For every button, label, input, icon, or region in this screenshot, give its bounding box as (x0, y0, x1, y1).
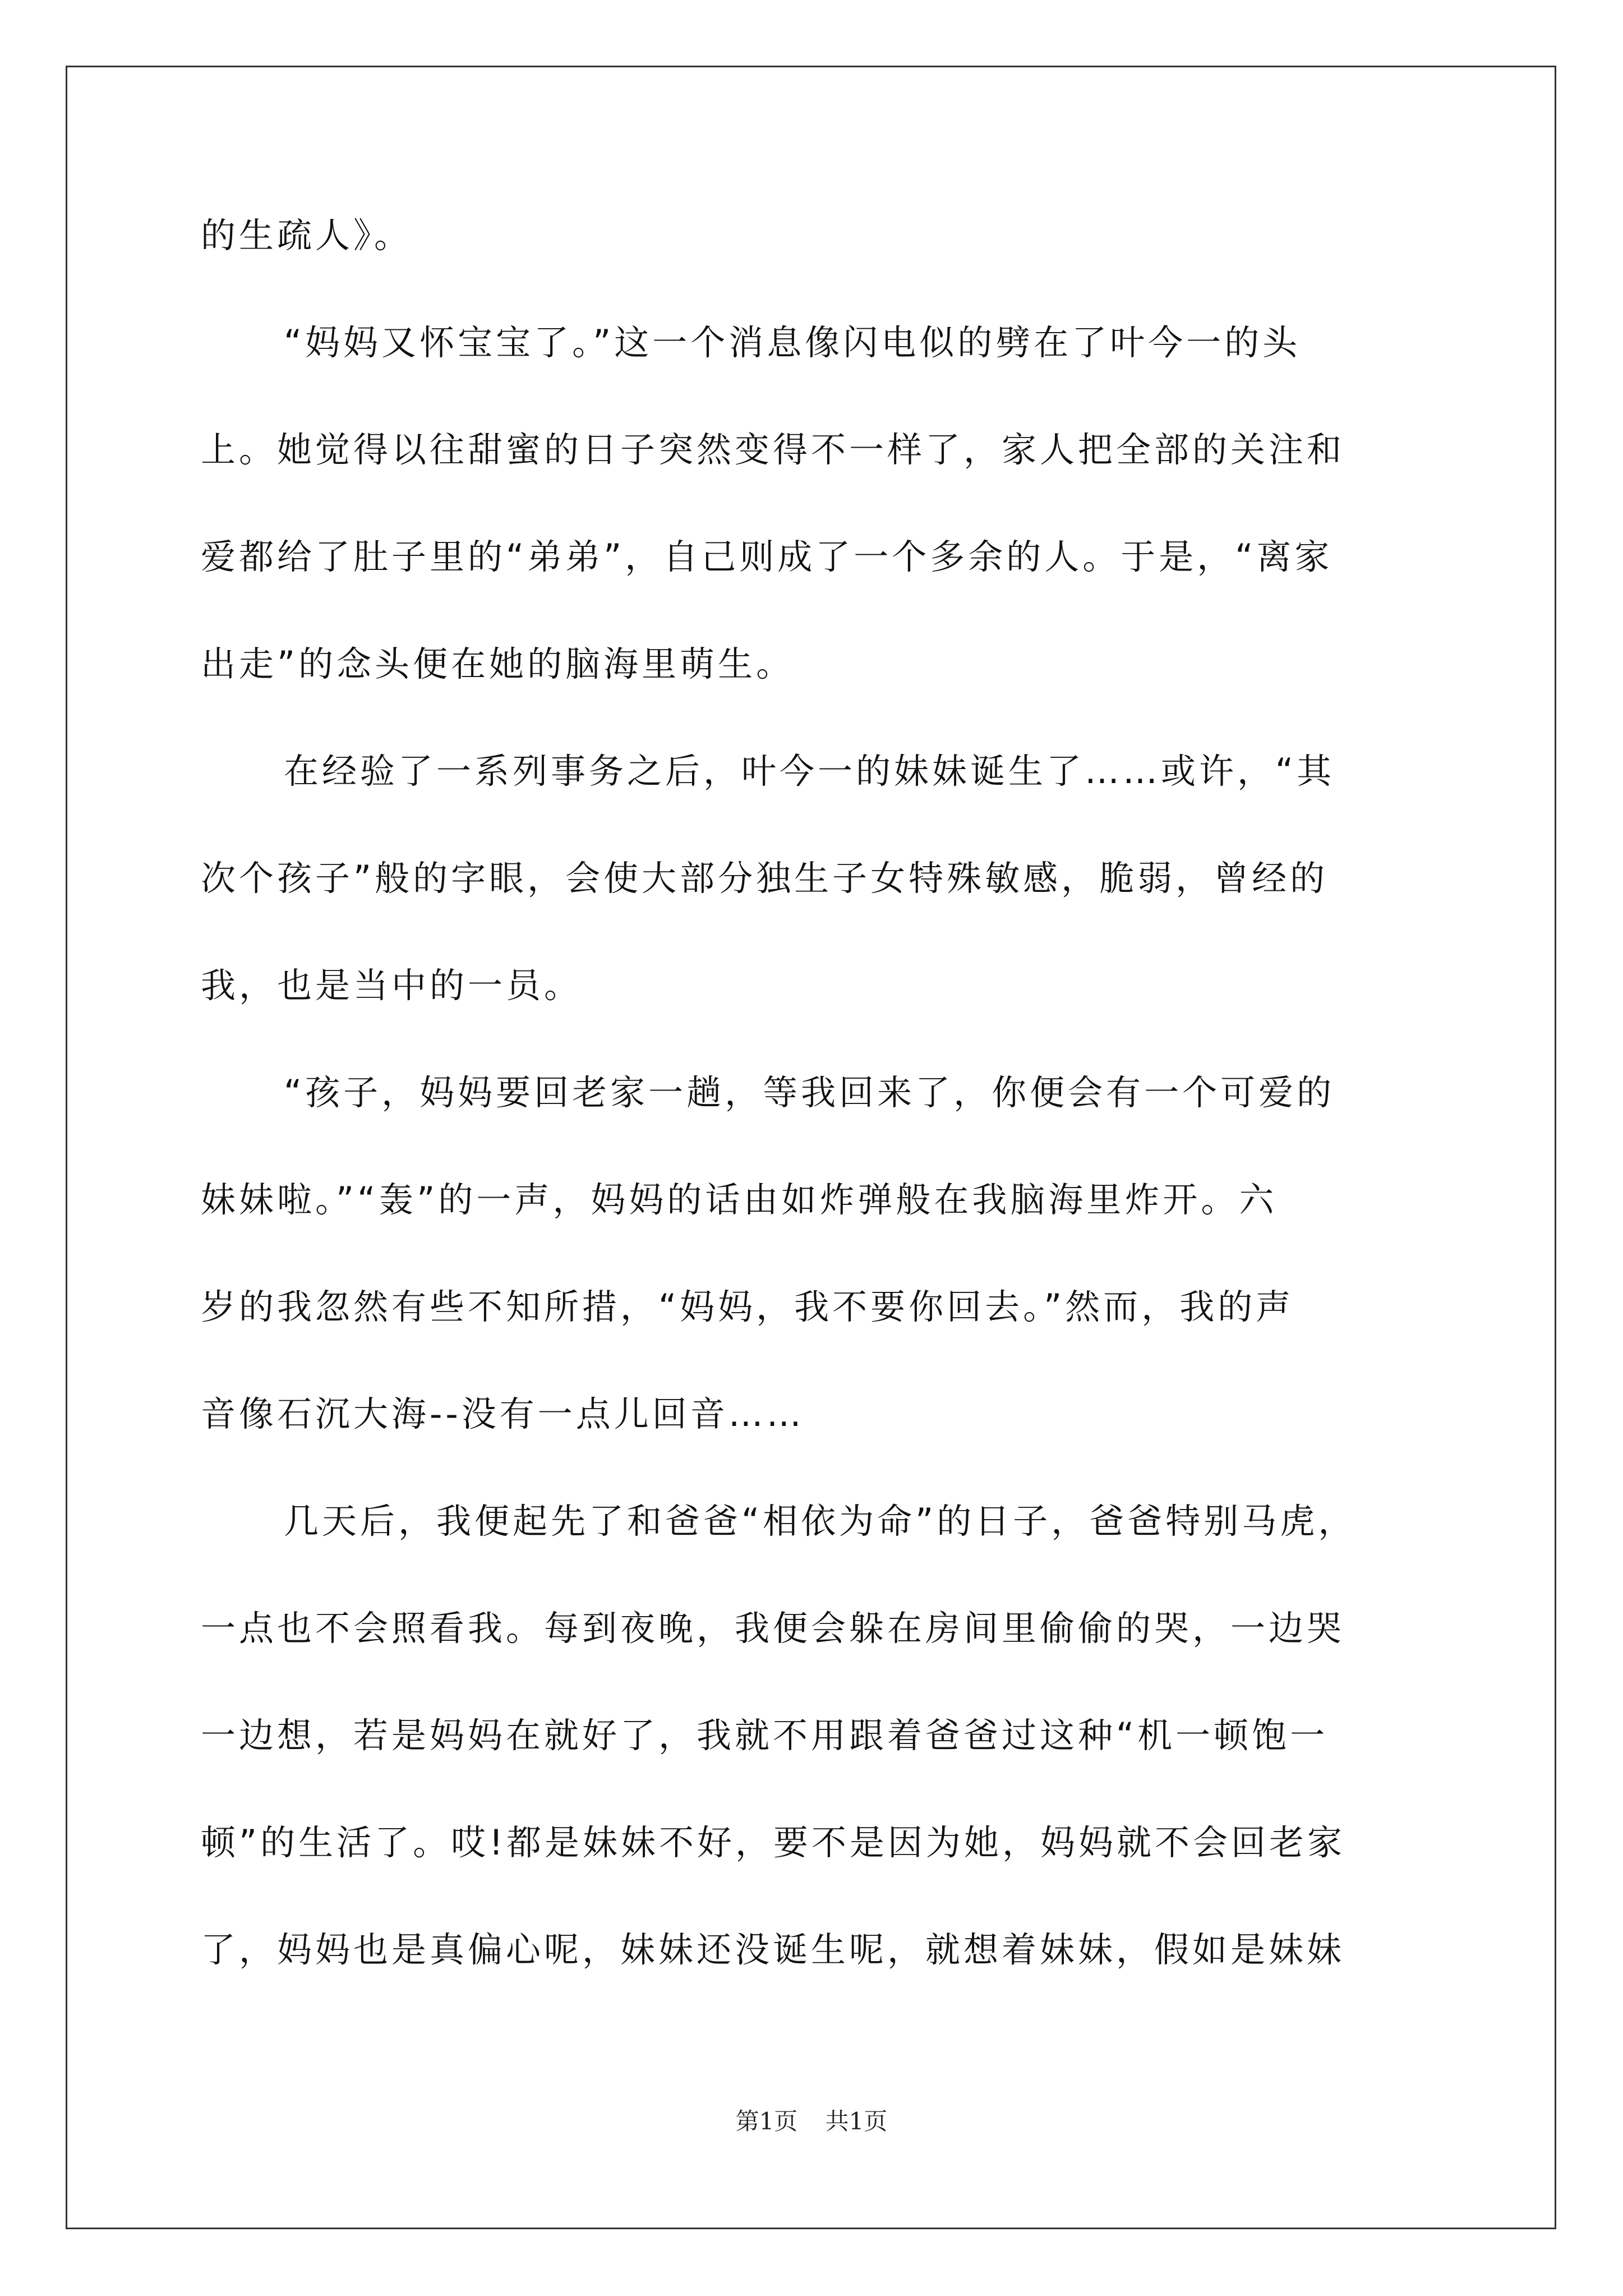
page-footer (0, 2105, 1623, 2138)
text-line: 的生疏人》。 (201, 215, 413, 256)
text-line: 爱都给了肚子里的“弟弟”，自己则成了一个多余的人。于是，“离家 (201, 536, 1333, 577)
page-border (66, 66, 1556, 2229)
text-line: 上。她觉得以往甜蜜的日子突然变得不一样了，家人把全部的关注和 (201, 429, 1345, 470)
text-line: 了，妈妈也是真偏心呢，妹妹还没诞生呢，就想着妹妹，假如是妹妹 (201, 1929, 1345, 1970)
text-line: 次个孩子”般的字眼，会使大部分独生子女特殊敏感，脆弱，曾经的 (201, 858, 1329, 899)
paragraph-line: 在经验了一系列事务之后，叶今一的妹妹诞生了……或许，“其 (284, 751, 1335, 792)
text-line: 顿”的生活了。哎!都是妹妹不好，要不是因为她，妈妈就不会回老家 (201, 1822, 1345, 1863)
page-number: 第1页 (735, 2108, 798, 2135)
text-line: 一边想，若是妈妈在就好了，我就不用跟着爸爸过这种“机一顿饱一 (201, 1715, 1329, 1756)
text-line: 我，也是当中的一员。 (201, 965, 583, 1006)
text-line: 音像石沉大海--没有一点儿回音…… (201, 1393, 805, 1434)
page-total: 共1页 (825, 2108, 888, 2135)
text-line: 妹妹啦。”“轰”的一声，妈妈的话由如炸弹般在我脑海里炸开。六 (201, 1179, 1278, 1220)
text-line: 一点也不会照看我。每到夜晚，我便会躲在房间里偷偷的哭，一边哭 (201, 1608, 1345, 1649)
text-line: 岁的我忽然有些不知所措，“妈妈，我不要你回去。”然而，我的声 (201, 1286, 1294, 1327)
paragraph-line: 几天后，我便起先了和爸爸“相依为命”的日子，爸爸特别马虎， (284, 1501, 1357, 1542)
paragraph-line: “孩子，妈妈要回老家一趟，等我回来了，你便会有一个可爱的 (284, 1072, 1335, 1113)
text-line: 出走”的念头便在她的脑海里萌生。 (201, 643, 795, 684)
paragraph-line: “妈妈又怀宝宝了。”这一个消息像闪电似的劈在了叶今一的头 (284, 322, 1301, 363)
